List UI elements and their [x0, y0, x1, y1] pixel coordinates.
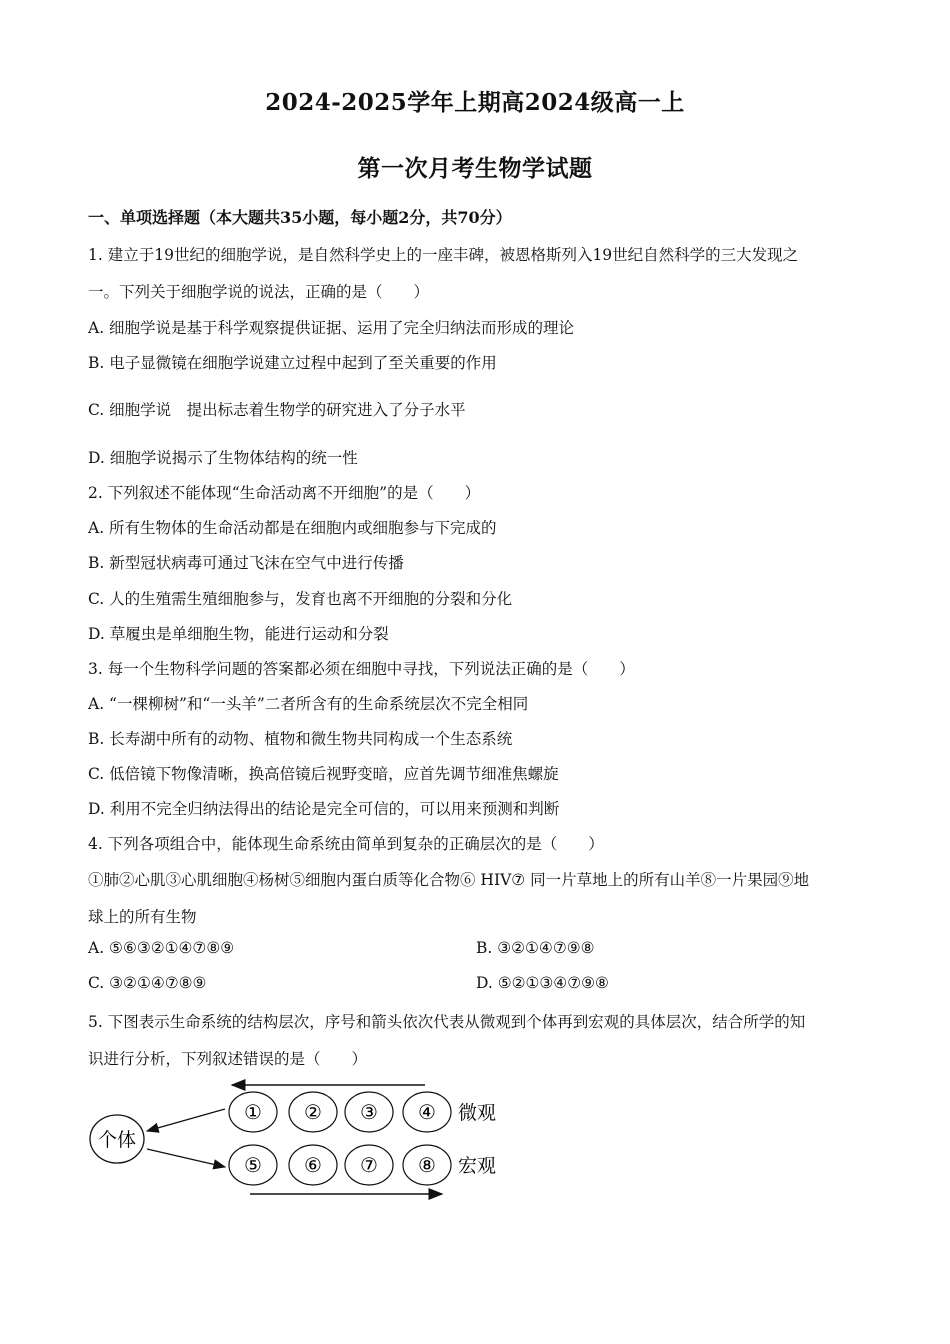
top-node-4-label: ④: [418, 1100, 436, 1124]
q3-option-a: A. “一棵柳树”和“一头羊”二者所含有的生命系统层次不完全相同: [88, 695, 529, 713]
micro-label: 微观: [458, 1102, 497, 1124]
bottom-node-5-label: ⑤: [244, 1153, 262, 1177]
q3-option-b: B. 长寿湖中所有的动物、植物和微生物共同构成一个生态系统: [88, 730, 513, 748]
page-title-line2: 第一次月考生物学试题: [357, 155, 593, 182]
top-node-3-label: ③: [360, 1100, 378, 1124]
q4-stem-line2: ①肺②心肌③心肌细胞④杨树⑤细胞内蛋白质等化合物⑥ HIV⑦ 同一片草地上的所有山羊⑧一片果园⑨地: [88, 871, 810, 889]
q1-option-c: C. 细胞学说 提出标志着生物学的研究进入了分子水平: [88, 401, 466, 419]
q1-stem-line2: 一。下列关于细胞学说的说法，正确的是（ ）: [88, 283, 430, 301]
q2-option-c: C. 人的生殖需生殖细胞参与，发育也离不开细胞的分裂和分化: [88, 590, 513, 608]
individual-label: 个体: [97, 1129, 137, 1151]
arrow-from-individual: [147, 1149, 225, 1167]
macro-label: 宏观: [458, 1155, 497, 1177]
life-system-levels-diagram: [80, 1076, 520, 1206]
top-node-2-label: ②: [304, 1100, 322, 1124]
bottom-node-6-label: ⑥: [304, 1153, 322, 1177]
arrow-to-individual: [147, 1109, 225, 1131]
bottom-node-7-label: ⑦: [360, 1153, 378, 1177]
q1-option-a: A. 细胞学说是基于科学观察提供证据、运用了完全归纳法而形成的理论: [88, 319, 575, 337]
q3-option-d: D. 利用不完全归纳法得出的结论是完全可信的，可以用来预测和判断: [88, 800, 560, 818]
q1-option-b: B. 电子显微镜在细胞学说建立过程中起到了至关重要的作用: [88, 354, 497, 372]
q3-option-c: C. 低倍镜下物像清晰，换高倍镜后视野变暗，应首先调节细准焦螺旋: [88, 765, 559, 783]
page-title-line1: 2024-2025学年上期高2024级高一上: [265, 89, 685, 116]
q2-option-d: D. 草履虫是单细胞生物，能进行运动和分裂: [88, 625, 389, 643]
q5-stem-line2: 识进行分析，下列叙述错误的是（ ）: [88, 1050, 368, 1068]
q4-option-b: B. ③②①④⑦⑨⑧: [476, 939, 595, 957]
section-heading: 一、单项选择题（本大题共35小题，每小题2分，共70分）: [88, 208, 512, 227]
q4-option-d: D. ⑤②①③④⑦⑨⑧: [476, 974, 609, 992]
q1-stem-line1: 1. 建立于19世纪的细胞学说，是自然科学史上的一座丰碑，被恩格斯列入19世纪自然科学的三大发现之: [88, 246, 799, 264]
q2-option-b: B. 新型冠状病毒可通过飞沫在空气中进行传播: [88, 554, 404, 572]
q2-option-a: A. 所有生物体的生命活动都是在细胞内或细胞参与下完成的: [88, 519, 497, 537]
bottom-node-8-label: ⑧: [418, 1153, 436, 1177]
top-node-1-label: ①: [244, 1100, 262, 1124]
q4-stem-line3: 球上的所有生物: [88, 908, 197, 926]
q1-option-d: D. 细胞学说揭示了生物体结构的统一性: [88, 449, 358, 467]
q3-stem: 3. 每一个生物科学问题的答案都必须在细胞中寻找，下列说法正确的是（ ）: [88, 660, 635, 678]
q4-option-c: C. ③②①④⑦⑧⑨: [88, 974, 207, 992]
q4-stem-line1: 4. 下列各项组合中，能体现生命系统由简单到复杂的正确层次的是（ ）: [88, 835, 604, 853]
q5-stem-line1: 5. 下图表示生命系统的结构层次，序号和箭头依次代表从微观到个体再到宏观的具体层次，结合所学的知: [88, 1013, 806, 1031]
q2-stem: 2. 下列叙述不能体现“生命活动离不开细胞”的是（ ）: [88, 484, 481, 502]
q4-option-a: A. ⑤⑥③②①④⑦⑧⑨: [88, 939, 235, 957]
